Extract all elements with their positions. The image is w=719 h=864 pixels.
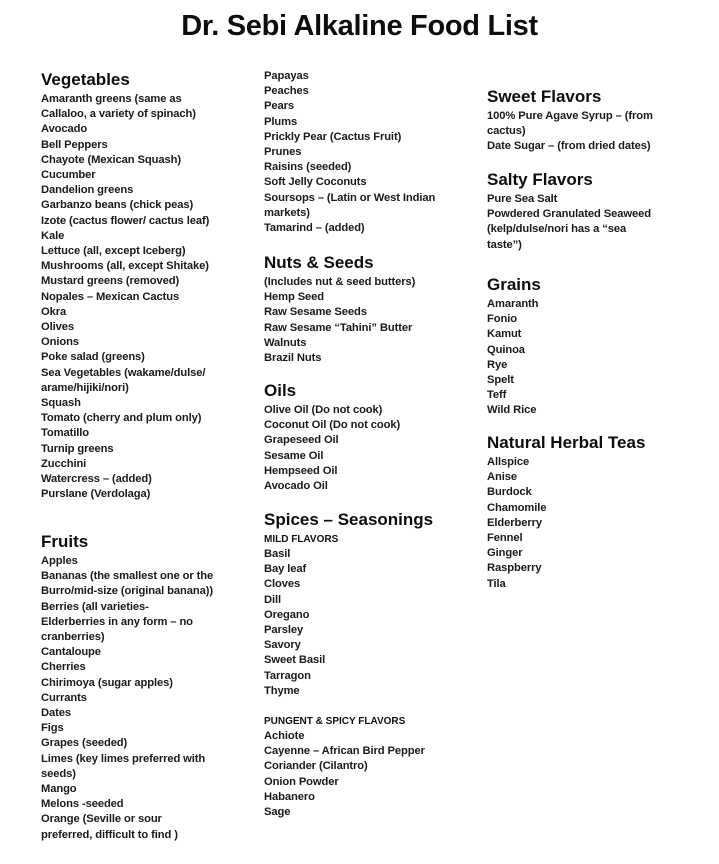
- list-item: Kale: [41, 229, 65, 242]
- salty-list: [487, 192, 712, 253]
- list-item: Quinoa: [487, 343, 525, 356]
- list-item: Tila: [487, 577, 506, 590]
- list-item: Pure Sea Salt: [487, 193, 558, 205]
- list-item: Sea Vegetables (wakame/dulse/: [41, 366, 206, 379]
- list-item: Sesame Oil: [264, 449, 324, 462]
- list-item: (kelp/dulse/nori has a “sea: [487, 223, 627, 236]
- nuts-list: [264, 275, 479, 366]
- list-item: Bell Peppers: [41, 138, 108, 151]
- list-item: Teff: [487, 389, 507, 402]
- sweet-heading: Sweet Flavors: [487, 87, 602, 106]
- spices-heading: Spices – Seasonings: [264, 510, 434, 529]
- list-item: markets): [264, 206, 310, 219]
- list-item: Raw Sesame Seeds: [264, 306, 367, 319]
- list-item: Turnip greens: [41, 442, 114, 455]
- vegetables-list: [41, 92, 256, 502]
- list-item: Okra: [41, 305, 67, 318]
- salty-heading: Salty Flavors: [487, 170, 593, 189]
- list-item: Habanero: [264, 790, 315, 803]
- pungent-flavors-list: [264, 729, 479, 820]
- list-item: Orange (Seville or sour: [41, 813, 162, 826]
- list-item: Dandelion greens: [41, 184, 134, 197]
- list-item: Thyme: [264, 684, 300, 697]
- list-item: Raisins (seeded): [264, 161, 352, 174]
- list-item: Coconut Oil (Do not cook): [264, 419, 401, 432]
- list-item: Date Sugar – (from dried dates): [487, 140, 651, 153]
- list-item: cactus): [487, 125, 526, 138]
- list-item: Berries (all varieties-: [41, 600, 149, 613]
- list-item: Avocado: [41, 123, 88, 136]
- list-item: Dates: [41, 707, 71, 720]
- grains-heading: Grains: [487, 275, 541, 294]
- list-item: Prickly Pear (Cactus Fruit): [264, 130, 402, 143]
- list-item: Watercress – (added): [41, 473, 152, 486]
- list-item: Mango: [41, 783, 77, 796]
- list-item: Chayote (Mexican Squash): [41, 153, 181, 166]
- list-item: Squash: [41, 397, 81, 410]
- list-item: Soursops – (Latin or West Indian: [264, 191, 436, 204]
- list-item: Cucumber: [41, 169, 96, 182]
- list-item: Amaranth: [487, 298, 539, 310]
- list-item: Avocado Oil: [264, 480, 328, 493]
- list-item: Cayenne – African Bird Pepper: [264, 745, 425, 758]
- list-item: Melons -seeded: [41, 798, 124, 811]
- list-item: Olive Oil (Do not cook): [264, 404, 383, 416]
- list-item: Apples: [41, 555, 78, 567]
- page-title: Dr. Sebi Alkaline Food List: [181, 10, 538, 42]
- list-item: Brazil Nuts: [264, 352, 322, 365]
- vegetables-heading: Vegetables: [41, 70, 130, 89]
- list-item: Hemp Seed: [264, 291, 325, 304]
- sweet-list: [487, 109, 712, 155]
- list-item: Chirimoya (sugar apples): [41, 676, 173, 689]
- list-item: Dill: [264, 593, 282, 606]
- list-item: Powdered Granulated Seaweed: [487, 208, 651, 221]
- section-vegetables: [41, 70, 256, 502]
- list-item: Savory: [264, 639, 301, 652]
- list-item: Fonio: [487, 313, 517, 326]
- section-salty-flavors: [487, 170, 712, 253]
- list-item: Tomato (cherry and plum only): [41, 412, 202, 425]
- list-item: Amaranth greens (same as: [41, 93, 182, 105]
- section-oils: [264, 381, 479, 494]
- list-item: Grapeseed Oil: [264, 434, 339, 447]
- list-item: Bay leaf: [264, 563, 307, 576]
- list-item: Sage: [264, 806, 291, 819]
- list-item: Prunes: [264, 146, 302, 159]
- list-item: Soft Jelly Coconuts: [264, 176, 367, 189]
- list-item: Elderberry: [487, 516, 542, 529]
- section-sweet-flavors: [487, 87, 712, 155]
- teas-list: [487, 455, 712, 592]
- list-item: Tomatillo: [41, 427, 89, 440]
- list-item: Onion Powder: [264, 775, 339, 788]
- list-item: Allspice: [487, 456, 530, 468]
- list-item: Hempseed Oil: [264, 464, 338, 477]
- list-item: Tarragon: [264, 669, 311, 682]
- list-item: Currants: [41, 691, 87, 704]
- list-item: Plums: [264, 115, 298, 128]
- list-item: Spelt: [487, 374, 514, 387]
- list-item: Oregano: [264, 608, 310, 621]
- list-item: Coriander (Cilantro): [264, 760, 368, 773]
- list-item: Burdock: [487, 486, 532, 499]
- list-item: Elderberries in any form – no: [41, 615, 193, 628]
- mild-flavors-list: [264, 547, 479, 699]
- list-item: preferred, difficult to find ): [41, 828, 178, 841]
- fruits-list: [41, 554, 256, 843]
- list-item: (Includes nut & seed butters): [264, 276, 416, 288]
- fruits-heading: Fruits: [41, 532, 89, 551]
- list-item: Limes (key limes preferred with: [41, 752, 206, 765]
- section-fruits-continued: [264, 69, 479, 236]
- list-item: Basil: [264, 548, 291, 560]
- list-item: Raw Sesame “Tahini” Butter: [264, 321, 413, 334]
- pungent-flavors-label: PUNGENT & SPICY FLAVORS: [264, 716, 406, 728]
- list-item: Mustard greens (removed): [41, 275, 180, 288]
- list-item: Parsley: [264, 624, 304, 637]
- list-item: Nopales – Mexican Cactus: [41, 290, 180, 303]
- list-item: seeds): [41, 767, 76, 780]
- list-item: Walnuts: [264, 336, 307, 349]
- list-item: Figs: [41, 722, 64, 735]
- list-item: Purslane (Verdolaga): [41, 488, 151, 501]
- list-item: Achiote: [264, 730, 305, 743]
- list-item: Peaches: [264, 85, 309, 98]
- list-item: Olives: [41, 321, 74, 334]
- list-item: Mushrooms (all, except Shitake): [41, 260, 209, 273]
- list-item: Papayas: [264, 70, 309, 82]
- list-item: Garbanzo beans (chick peas): [41, 199, 194, 212]
- list-item: Fennel: [487, 532, 523, 545]
- section-nuts-seeds: [264, 253, 479, 366]
- list-item: Pears: [264, 100, 294, 113]
- oils-heading: Oils: [264, 381, 297, 400]
- list-item: Grapes (seeded): [41, 737, 128, 750]
- list-item: arame/hijiki/nori): [41, 381, 129, 394]
- list-item: 100% Pure Agave Syrup – (from: [487, 110, 653, 122]
- list-item: Raspberry: [487, 562, 542, 575]
- list-item: Chamomile: [487, 501, 547, 514]
- oils-list: [264, 403, 479, 494]
- list-item: Wild Rice: [487, 404, 537, 417]
- list-item: Lettuce (all, except Iceberg): [41, 245, 186, 258]
- list-item: Ginger: [487, 547, 523, 560]
- list-item: Rye: [487, 358, 508, 371]
- list-item: Bananas (the smallest one or the: [41, 570, 214, 583]
- list-item: Zucchini: [41, 457, 87, 470]
- grains-list: [487, 297, 712, 419]
- list-item: Cantaloupe: [41, 646, 101, 659]
- fruits-continued-list: [264, 69, 479, 236]
- list-item: Izote (cactus flower/ cactus leaf): [41, 214, 210, 227]
- teas-heading: Natural Herbal Teas: [487, 433, 646, 452]
- list-item: Callaloo, a variety of spinach): [41, 108, 196, 121]
- section-spices: [264, 510, 479, 820]
- list-item: Cloves: [264, 578, 301, 591]
- list-item: Anise: [487, 471, 517, 484]
- list-item: Cherries: [41, 661, 86, 674]
- list-item: cranberries): [41, 631, 105, 644]
- mild-flavors-label: MILD FLAVORS: [264, 534, 339, 545]
- list-item: Onions: [41, 336, 79, 349]
- nuts-heading: Nuts & Seeds: [264, 253, 374, 272]
- list-item: Burro/mid-size (original banana)): [41, 585, 213, 598]
- list-item: taste”): [487, 238, 522, 251]
- list-item: Poke salad (greens): [41, 351, 145, 364]
- section-fruits: [41, 532, 256, 843]
- list-item: Kamut: [487, 328, 522, 341]
- section-herbal-teas: [487, 433, 712, 592]
- section-grains: [487, 275, 712, 419]
- list-item: Tamarind – (added): [264, 222, 365, 235]
- list-item: Sweet Basil: [264, 654, 326, 667]
